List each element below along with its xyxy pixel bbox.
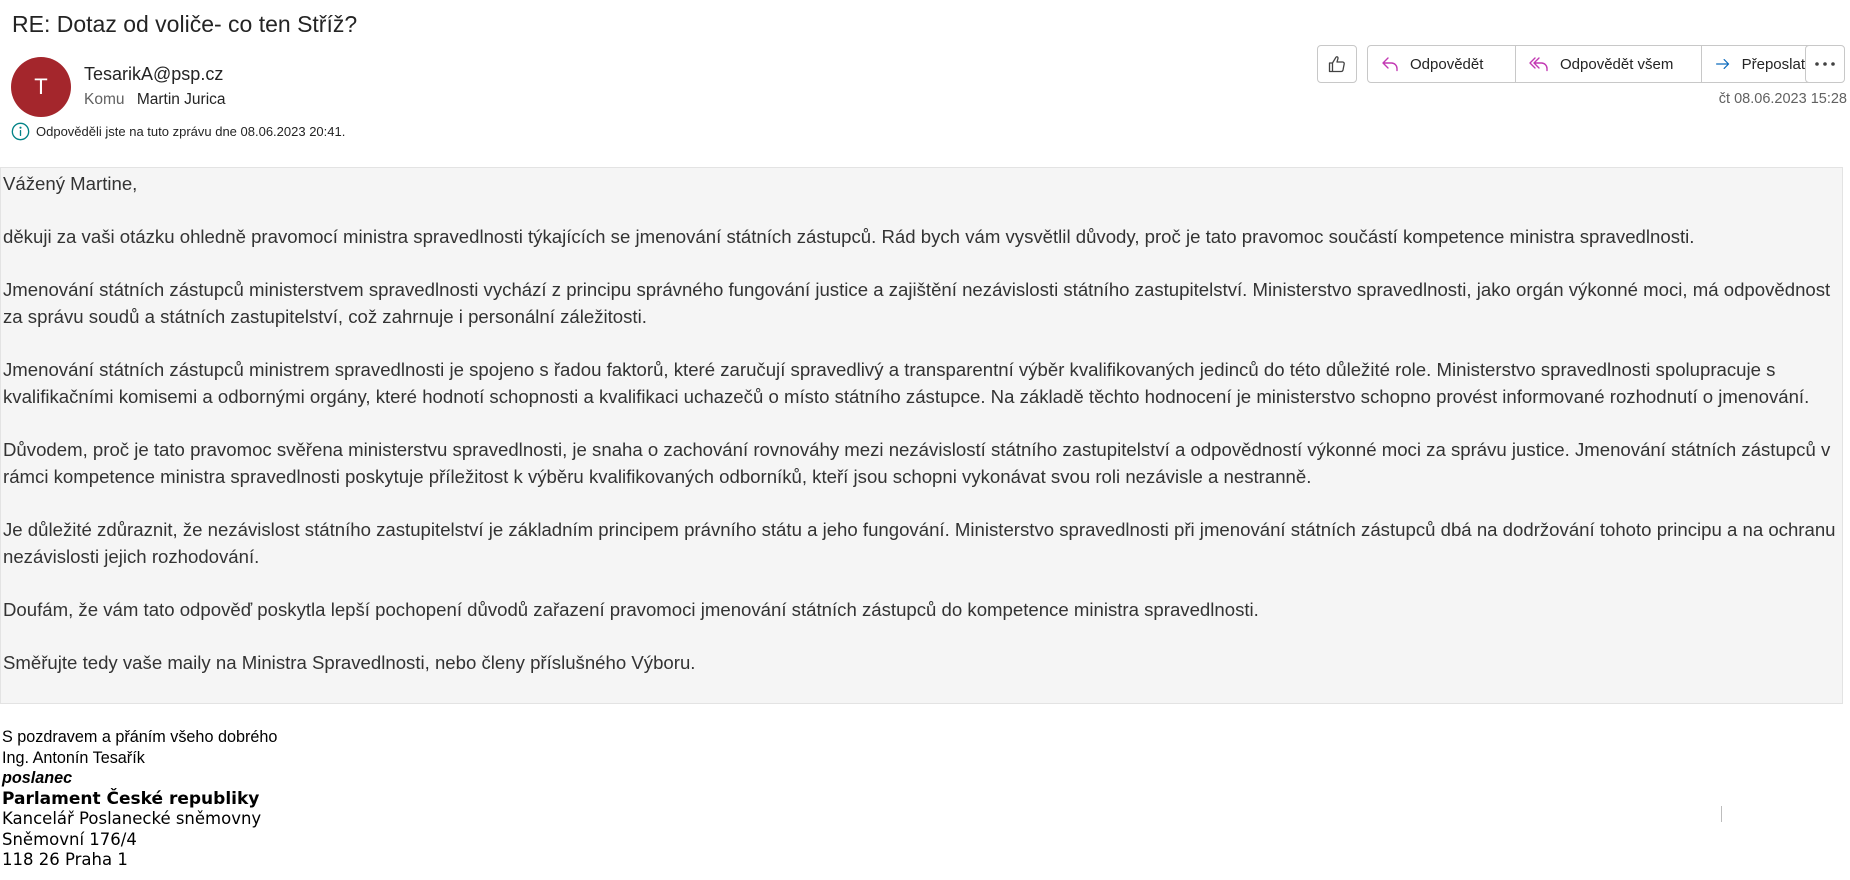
message-date: čt 08.06.2023 15:28 <box>1718 91 1847 107</box>
body-paragraph: Směřujte tedy vaše maily na Ministra Spravedlnosti, nebo členy příslušného Výboru. <box>3 652 696 673</box>
body-paragraph: Jmenování státních zástupců ministerstvem spravedlnosti vychází z principu správného fungování justice a zajištění nezávislosti státního zastupitelství. Ministerstvo spravedlnosti, jako orgán výkonné moci, má odpovědnost za správu soudů a státních zastupitelství, což zahrnuje i personální záležitosti. <box>3 279 1831 327</box>
avatar-initial: T <box>34 74 48 99</box>
avatar[interactable] <box>11 57 71 117</box>
thumbs-up-icon <box>1327 54 1347 74</box>
body-paragraph: Je důležité zdůraznit, že nezávislost státního zastupitelství je základním principem právního státu a jeho fungování. Ministerstvo spravedlnosti při jmenování státních zástupců dbá na dodržování tohoto principu a na ochranu nezávislosti jejich rozhodování. <box>3 519 1836 567</box>
forward-button[interactable] <box>1702 46 1819 82</box>
body-paragraph: děkuji za vaši otázku ohledně pravomocí ministra spravedlnosti týkajících se jmenování státních zástupců. Rád bych vám vysvětlil důvody, proč je tato pravomoc součástí kompetence ministra spravedlnosti. <box>3 226 1695 247</box>
replied-notice <box>11 122 345 141</box>
reply-button[interactable] <box>1368 46 1516 82</box>
signature-name: Ing. Antonín Tesařík <box>2 748 145 767</box>
reply-all-label: Odpovědět všem <box>1560 55 1674 73</box>
forward-icon <box>1714 54 1732 74</box>
more-options-icon <box>1814 61 1836 67</box>
body-paragraph: Doufám, že vám tato odpověď poskytla lepší pochopení důvodů zařazení pravomoci jmenování státních zástupců do kompetence ministra spravedlnosti. <box>3 599 1259 620</box>
replied-notice-text: Odpověděli jste na tuto zprávu dne 08.06.2023 20:41. <box>36 124 346 139</box>
recipient-name[interactable]: Martin Jurica <box>136 91 226 108</box>
body-paragraph: Důvodem, proč je tato pravomoc svěřena ministerstvu spravedlnosti, je snaha o zachování rovnováhy mezi nezávislostí státního zastupitelství a odpovědností výkonné moci za správu justice. Jmenování státních zástupců v rámci kompetence ministra spravedlnosti poskytuje příležitost k výběru kvalifikovaných odborníků, kteří jsou schopni vykonávat svou roli nezávisle a nestranně. <box>3 439 1831 487</box>
reply-all-icon <box>1528 54 1550 74</box>
signature-organization: Parlament České republiky <box>2 788 260 809</box>
recipient-line <box>84 91 226 109</box>
signature-city: 118 26 Praha 1 <box>2 850 128 869</box>
like-button[interactable] <box>1317 45 1357 83</box>
email-subject: RE: Dotaz od voliče- co ten Stříž? <box>12 11 358 37</box>
forward-label: Přeposlat <box>1741 55 1805 73</box>
reply-all-button[interactable] <box>1516 46 1702 82</box>
body-paragraph: Jmenování státních zástupců ministrem spravedlnosti je spojeno s řadou faktorů, které zaručují spravedlivý a transparentní výběr kvalifikovaných jedinců do této důležité role. Ministerstvo spravedlnosti spolupracuje s kvalifikačními komisemi a odbornými orgány, které hodnotí schopnosti a kvalifikaci uchazečů o místo státního zástupce. Na základě těchto hodnocení je ministerstvo schopno provést informované rozhodnutí o jmenování. <box>3 359 1810 407</box>
to-label: Komu <box>84 91 125 108</box>
body-greeting: Vážený Martine, <box>3 173 138 194</box>
signature-office: Kancelář Poslanecké sněmovny <box>2 809 262 828</box>
reply-label: Odpovědět <box>1410 55 1484 73</box>
message-body <box>0 167 1843 704</box>
sender-address[interactable]: TesarikA@psp.cz <box>84 64 224 84</box>
signature-street: Sněmovní 176/4 <box>2 829 137 849</box>
more-options-button[interactable] <box>1805 45 1845 83</box>
text-cursor <box>1721 806 1722 822</box>
signature-closing: S pozdravem a přáním všeho dobrého <box>2 728 278 746</box>
signature-role: poslanec <box>2 769 73 787</box>
message-actions <box>1367 45 1820 83</box>
reply-icon <box>1380 54 1400 74</box>
signature <box>2 727 277 871</box>
info-icon <box>11 122 30 141</box>
